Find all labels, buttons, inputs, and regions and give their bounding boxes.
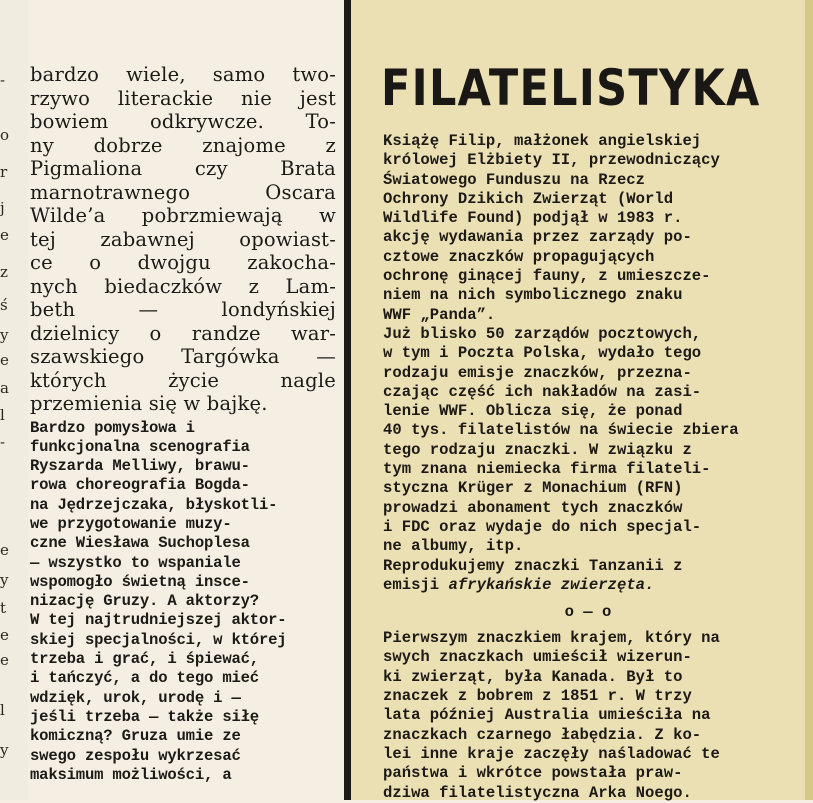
text-line: ne albumy, itp. [383, 537, 524, 556]
gutter-fragment: r [0, 163, 8, 181]
text-line: i FDC oraz wydaje do nich specjal- [383, 517, 702, 536]
text-line: styczna Krüger z Monachium (RFN) [383, 479, 683, 498]
text-line: WWF „Panda”. [383, 305, 496, 324]
text-line: tej zabawnej opowiast- [30, 227, 336, 251]
text-line: komiczną? Gruza umie ze [30, 727, 241, 746]
gutter-fragment: ś [0, 296, 8, 314]
gutter-fragment: e [0, 626, 9, 644]
gutter-fragment: - [0, 433, 6, 451]
gutter-fragment: e [0, 351, 9, 369]
text-line: i tańczyć, a do tego mieć [30, 669, 259, 688]
text-line: dziwa filatelistyczna Arka Noego. [383, 783, 692, 802]
text-line: Światowego Funduszu na Rzecz [383, 170, 646, 189]
text-line: — wszystko to wspaniale [30, 553, 241, 572]
text-line: rzywo literackie nie jest [30, 86, 336, 110]
text-line: państwa i wkrótce powstała praw- [383, 764, 683, 783]
text-line: lata później Australia umieściła na [383, 706, 711, 725]
section-separator: o — o [564, 603, 612, 622]
philately-column [351, 0, 813, 800]
text-line: na Jędrzejczaka, błyskotli- [30, 495, 278, 514]
paragraph-wwf-campaign [383, 132, 793, 325]
left-small-text-block [30, 419, 336, 786]
text-line: swych znaczkach umieścił wizerun- [383, 648, 692, 667]
text-line: 40 tys. filatelistów na świecie zbiera [383, 421, 739, 440]
text-line: bowiem odkrywcze. To- [30, 110, 336, 133]
gutter-fragment: y [0, 571, 9, 589]
gutter-fragment: l [0, 701, 5, 719]
philately-article-body [383, 132, 793, 803]
paragraph-first-animal-stamps [383, 629, 793, 803]
text-line: Książę Filip, małżonek angielskiej [383, 132, 702, 150]
text-line: ce o dwojgu zakocha- [30, 251, 336, 274]
gutter-fragment: - [0, 71, 6, 89]
text-line: cztowe znaczków propagujących [383, 247, 655, 266]
section-title: FILATELISTYKA [381, 59, 761, 117]
text-line [383, 576, 793, 595]
text-line: ochronę ginącej fauny, z umieszcze- [383, 267, 711, 286]
text-line: maksimum możliwości, a [30, 765, 232, 784]
text-line: jeśli trzeba — także siłę [30, 707, 259, 726]
text-line: nizację Gruzy. A aktorzy? [30, 592, 259, 611]
text-fragment: emisji [383, 575, 449, 594]
text-line: znaczkach czarnego łabędzia. Z ko- [383, 725, 702, 744]
text-line: Pierwszym znaczkiem krajem, który na [383, 629, 720, 648]
left-article-column [30, 63, 336, 785]
text-line: Już blisko 50 zarządów pocztowych, [383, 324, 702, 343]
text-line: czne Wiesława Suchoplesa [30, 534, 250, 553]
text-line: tego rodzaju znaczki. W związku z [383, 440, 692, 459]
text-line: rowa choreografia Bogda- [30, 476, 250, 495]
text-line: niem na nich symbolicznego znaku [383, 286, 683, 305]
gutter-fragment: z [0, 263, 8, 281]
gutter-fragment: e [0, 651, 9, 669]
text-line: bardzo wiele, samo two- [30, 63, 336, 86]
text-line: Bardzo pomysłowa i [30, 418, 195, 437]
gutter-fragment: y [0, 326, 9, 344]
gutter-fragment: t [0, 599, 7, 617]
text-line: których życie nagle [30, 368, 336, 392]
text-line: we przygotowanie muzy- [30, 514, 232, 533]
column-divider [344, 0, 351, 800]
emission-name-italic: afrykańskie zwierzęta. [448, 575, 655, 594]
text-line: Wildlife Found) podjął w 1983 r. [383, 209, 683, 228]
text-line: ki zwierząt, była Kanada. Był to [383, 667, 683, 686]
text-line: skiej specjalności, w której [30, 630, 287, 649]
text-line: swego zespołu wykrzesać [30, 746, 241, 765]
gutter-fragment: y [0, 741, 9, 759]
text-line: tym znana niemiecka firma filateli- [383, 460, 711, 479]
text-line: prowadzi abonament tych znaczków [383, 498, 683, 517]
gutter-fragment: a [0, 379, 9, 397]
text-line: funkcjonalna scenografia [30, 437, 250, 456]
text-line: rodzaju emisje znaczków, przezna- [383, 363, 692, 382]
text-line: akcję wydawania przez zarządy po- [383, 228, 692, 247]
text-line: wspomogło świetną insce- [30, 572, 250, 591]
text-line: ny dobrze znajome z [30, 133, 336, 157]
text-line: dzielnicy o randze war- [30, 321, 336, 345]
text-line: wdzięk, urok, urodę i — [30, 688, 241, 707]
text-line: beth — londyńskiej [30, 298, 336, 321]
gutter-fragment: e [0, 541, 9, 559]
text-line: czając część ich nakładów na zasi- [383, 382, 702, 401]
text-line: nych biedaczków z Lam- [30, 274, 336, 298]
left-large-text-block [30, 63, 336, 416]
text-line: marnotrawnego Oscara [30, 180, 336, 204]
text-line: szawskiego Targówka — [30, 345, 336, 368]
text-line: lenie WWF. Oblicza się, że ponad [383, 402, 683, 421]
gutter-fragment: j [0, 199, 5, 217]
text-line: trzeba i grać, i śpiewać, [30, 650, 259, 669]
text-line: Wilde’a pobrzmiewają w [30, 204, 336, 227]
text-line: królowej Elżbiety II, przewodniczący [383, 151, 720, 170]
gutter-fragment: l [0, 406, 5, 424]
page-edge-strip [805, 0, 813, 800]
text-line: Reprodukujemy znaczki Tanzanii z [383, 556, 683, 575]
text-line: lei inne kraje zaczęły naśladować te [383, 744, 720, 763]
text-line: Ochrony Dzikich Zwierząt (World [383, 189, 674, 208]
paragraph-reproduced-stamps [383, 557, 793, 596]
text-line: w tym i Poczta Polska, wydało tego [383, 344, 702, 363]
paragraph-postal-issues [383, 325, 793, 557]
text-line: W tej najtrudniejszej aktor- [30, 611, 287, 630]
gutter-fragment: e [0, 226, 9, 244]
cropped-gutter-column [0, 0, 28, 800]
text-line: Ryszarda Melliwy, brawu- [30, 457, 250, 476]
text-line: przemienia się w bajkę. [30, 392, 268, 415]
text-line: Pigmaliona czy Brata [30, 157, 336, 180]
gutter-fragment: o [0, 126, 10, 144]
text-line: znaczek z bobrem z 1851 r. W trzy [383, 687, 692, 706]
